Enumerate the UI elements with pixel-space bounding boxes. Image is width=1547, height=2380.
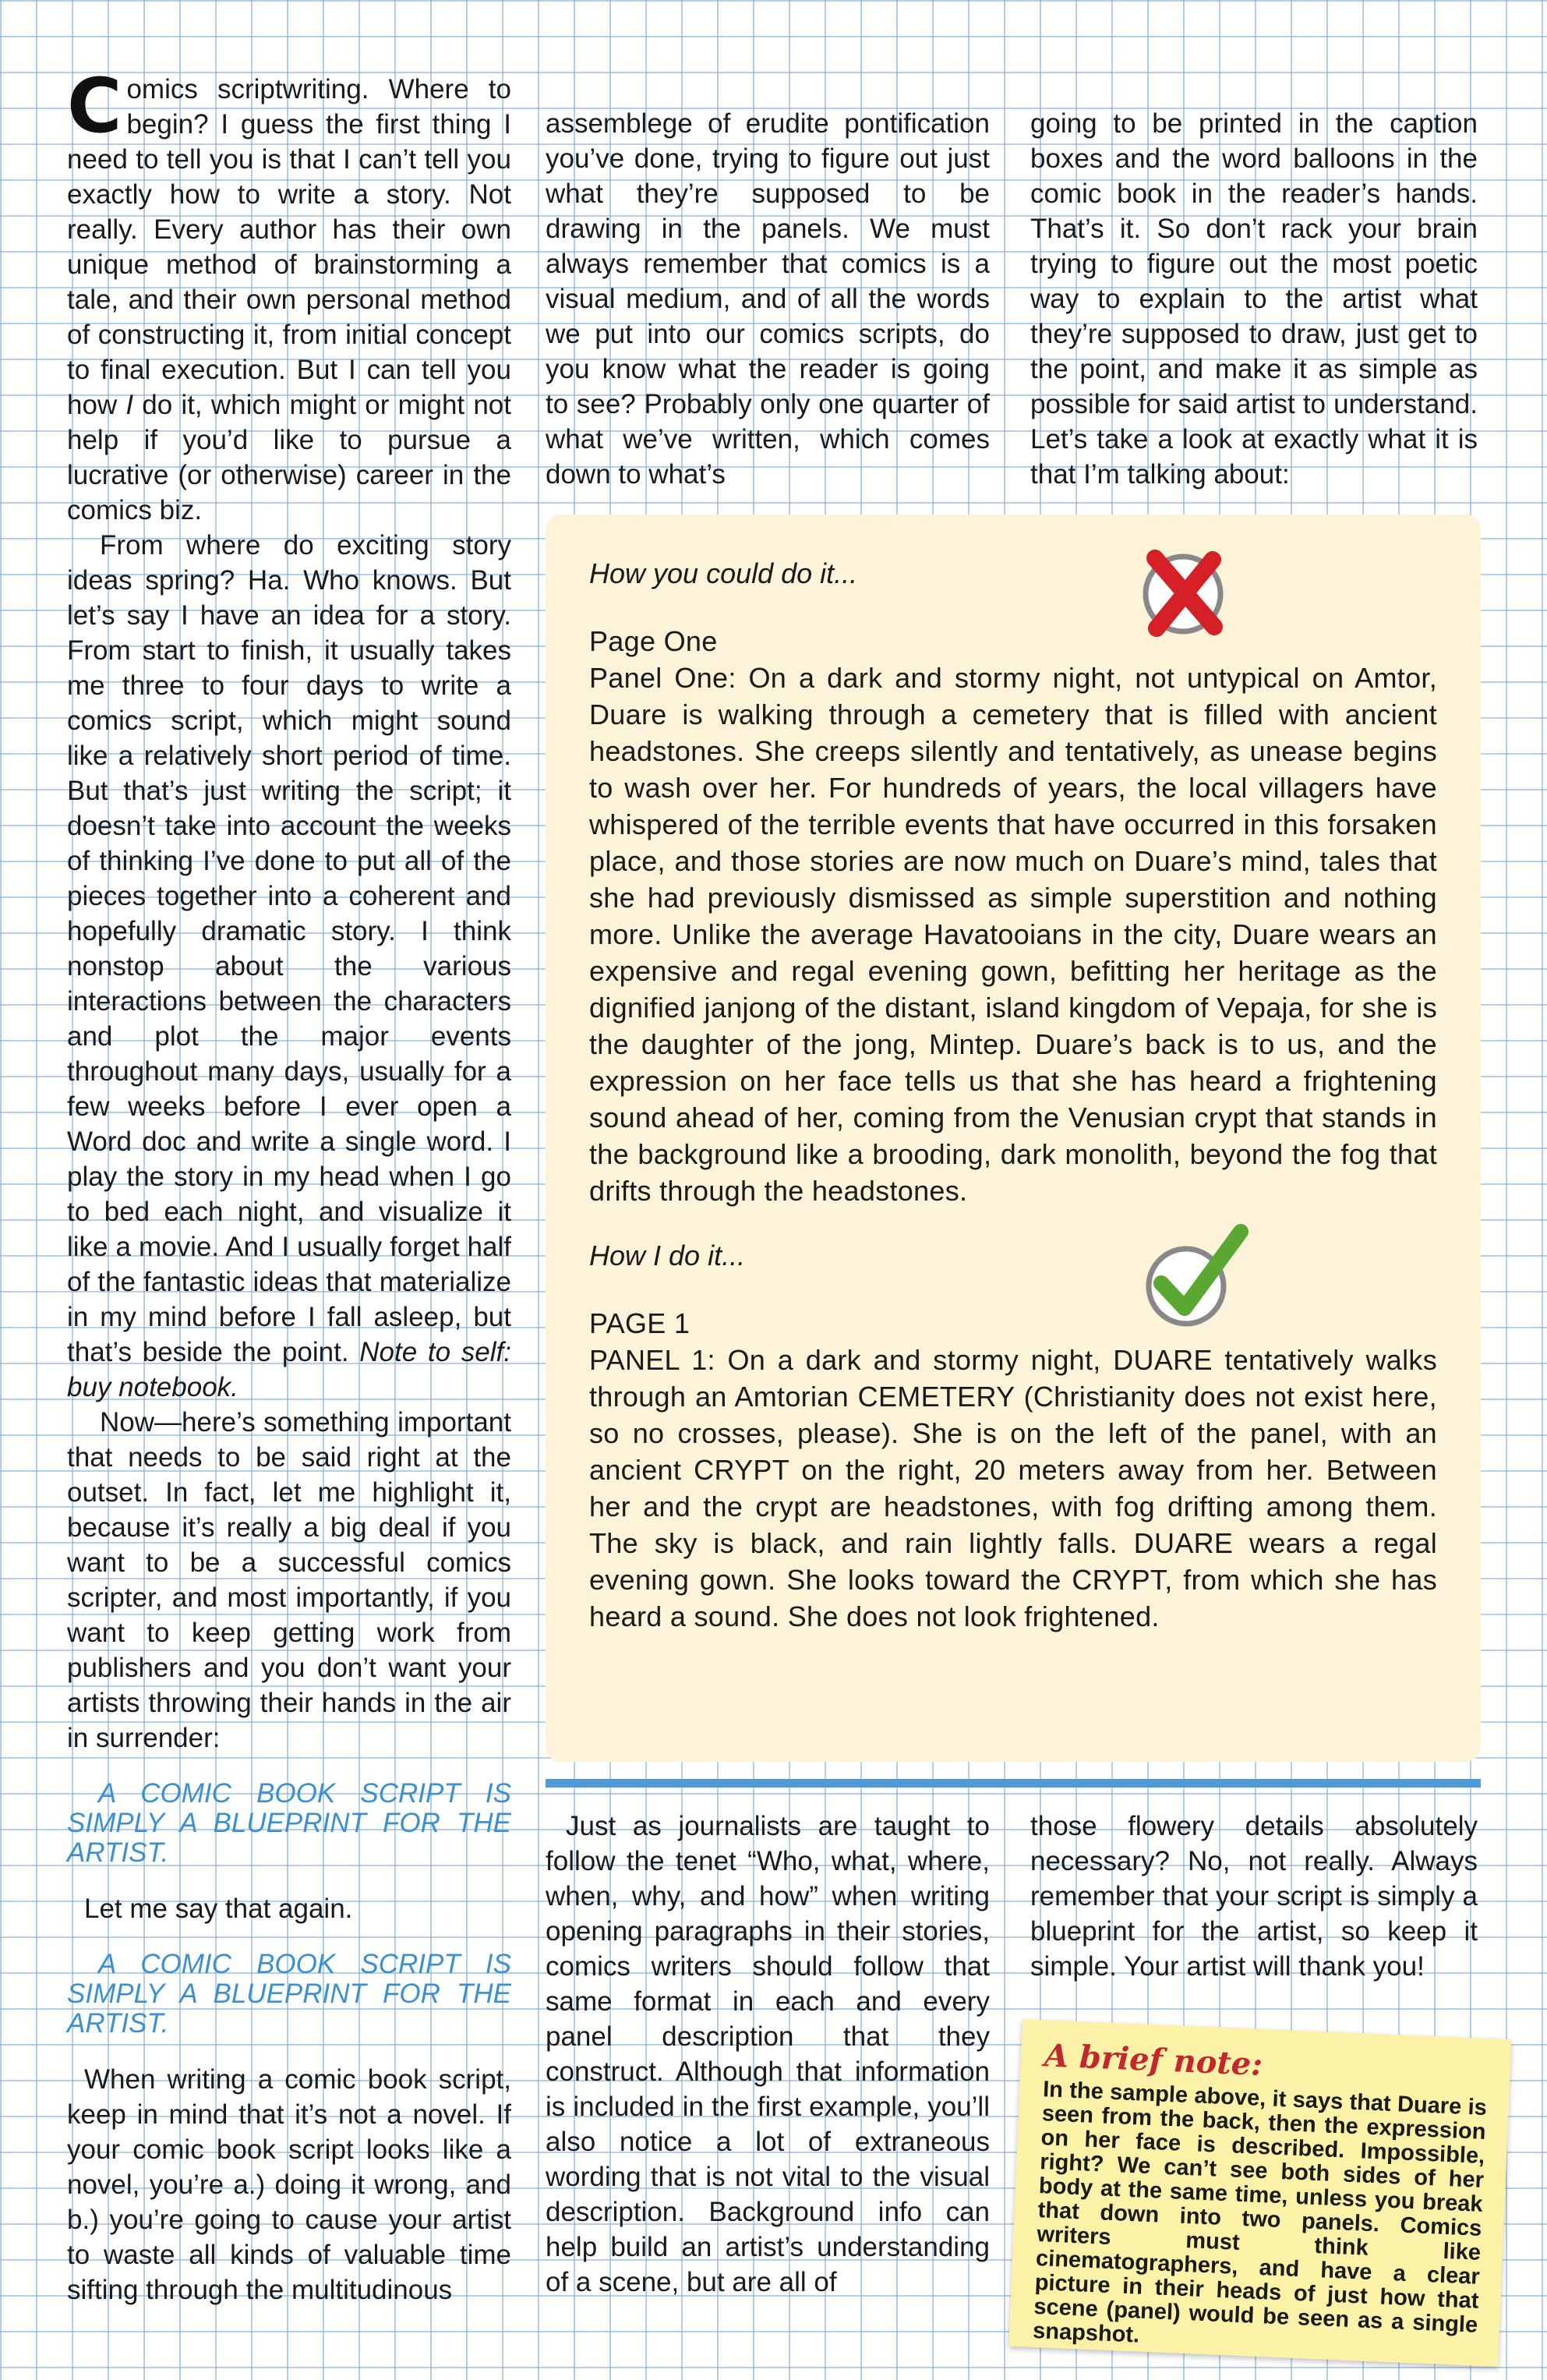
bad-example-text: Panel One: On a dark and stormy night, not untypical on Amtor, Duare is walking through a cemetery that is filled with ancient headstones. She creeps silently and tentatively, as unease begins to wash over her. For hundreds of years, the local villagers have whispered of the terrible events that have occurred in this forsaken place, and those stories are now much on Duare’s mind, tales that she had previously dismissed as simple superstition and nothing more. Unlike the average Havatooians in the city, Duare wears an expensive and regal evening gown, befitting her heritage as the dignified janjong of the distant, island kingdom of Vepaja, for she is the daughter of the jong, Mintep. Duare’s back is to us, and the expression on her face tells us that she has heard a frightening sound ahead of her, coming from the Venusian crypt that stands in the background like a brooding, dark monolith, beyond the fog that drifts through the headstones. <box>589 662 1437 1207</box>
note-body: In the sample above, it says that Duare is seen from the back, then the expression on her face is described. Impossible, right? We can’t see both sides of her body at the same time, unless you break that down into two panels. Comics writers must think like cinematographers, and have a clear picture in their heads of just how that scene (panel) would be seen as a single snapshot. <box>1032 2077 1488 2348</box>
bad-example-page: Page One <box>589 625 718 657</box>
paragraph-col3: going to be printed in the caption boxes and the word balloons in the comic book in the reader’s hands. That’s it. So don’t rack your brain trying to figure out the most poetic way to explain to the artist what they’re supposed to draw, just get to the point, and make it as simple as possible for said artist to understand. Let’s take a look at exactly what it is that I’m talking about: <box>1030 108 1478 490</box>
story-ideas-text: From where do exciting story ideas spring? Ha. Who knows. But let’s say I have an idea for a story. From start to finish, it usually takes me three to four days to write a comics script, which might sound like a relatively short period of time. But that’s just writing the script; it doesn’t take into account the weeks of thinking I’ve done to put all of the pieces together into a coherent and hopefully dramatic story. I think nonstop about the various interactions between the characters and plot the major events throughout many days, usually for a few weeks before I ever open a Word doc and write a single word. I play the story in my head when I go to bed each night, and visualize it like a movie. And I usually forget half of the fantastic ideas that materialize in my mind before I fall asleep, but that’s beside the point. <box>67 530 511 1367</box>
intro-text: omics scriptwriting. Where to begin? I guess the first thing I need to tell you is that I can’t tell you exactly how to write a story. Not really. Every author has their own unique method of brainstorming a tale, and their own personal method of constructing it, from initial concept to final execution. But I can tell you how <box>67 74 511 420</box>
drop-cap: C <box>67 62 122 150</box>
paragraph-highlight: Now—here’s something important that needs to be said right at the outset. In fact, let me highlight it, because it’s really a big deal if you want to be a successful comics scripter, and most importantly, if you want to keep getting work from publishers and you don’t want your artists throwing their hands in the air in surrender: <box>67 1407 511 1753</box>
brief-note-sticky <box>1008 2019 1511 2367</box>
bad-example-heading: How you could do it... <box>589 557 858 589</box>
good-example-page: PAGE 1 <box>589 1307 690 1339</box>
intro-emphasis: I <box>125 390 134 420</box>
script-sample-box <box>546 515 1481 1762</box>
paragraph-journalists: Just as journalists are taught to follow the tenet “Who, what, where, when, why, and how” when writing opening paragraphs in their stories, comics writers should follow that same format in each and every panel description that they construct. Although that information is included in the first example, you’ll also notice a lot of extraneous wording that is not vital to the visual description. Background info can help build an artist’s understanding of a scene, but are all of <box>546 1811 990 2297</box>
good-example-text: PANEL 1: On a dark and stormy night, DUARE tentatively walks through an Amtorian CEMETERY (Christianity does not exist here, so no crosses, please). She is on the left of the panel, with an ancient CRYPT on the right, 20 meters away from her. Between her and the crypt are headstones, with fog drifting among them. The sky is black, and rain lightly falls. DUARE wears a regal evening gown. She looks toward the CRYPT, from which she has heard a sound. She does not look frightened. <box>589 1344 1437 1632</box>
article-column-2 <box>546 106 990 492</box>
article-column-2-bottom <box>546 1809 990 2300</box>
x-mark-icon <box>1138 544 1231 638</box>
good-example-heading: How I do it... <box>589 1240 746 1271</box>
note-title: A brief note: <box>1044 2037 1264 2083</box>
paragraph-flowery-details: those flowery details absolutely necessary? No, not really. Always remember that your script is simply a blueprint for the artist, so keep it simple. Your artist will thank you! <box>1030 1811 1478 1982</box>
pull-quote-1: A COMIC BOOK SCRIPT IS SIMPLY A BLUEPRINT FOR THE ARTIST. <box>67 1778 511 1868</box>
paragraph-not-a-novel: When writing a comic book script, keep in mind that it’s not a novel. If your comic book script looks like a novel, you’re a.) doing it wrong, and b.) you’re going to cause your artist to waste all kinds of valuable time sifting through the multitudinous <box>67 2064 511 2305</box>
paragraph-say-again: Let me say that again. <box>84 1894 353 1924</box>
intro-paragraph <box>67 62 511 528</box>
article-column-3 <box>1030 106 1478 492</box>
paragraph-col2: assemblege of erudite pontification you’ve done, trying to figure out just what they’re supposed to be drawing in the panels. We must always remember that comics is a visual medium, and of all the words we put into our comics scripts, do you know what the reader is going to see? Probably only one quarter of what we’ve written, which comes down to what’s <box>546 108 990 490</box>
checkmark-icon <box>1138 1216 1255 1333</box>
paragraph-story-ideas <box>67 528 511 1405</box>
article-column-1 <box>67 62 511 2308</box>
section-divider <box>546 1779 1481 1788</box>
notebook-aside: Note to self: buy notebook. <box>67 1337 511 1402</box>
article-column-3-bottom <box>1030 1809 1478 1984</box>
intro-text-end: do it, which might or might not help if you’d like to pursue a lucrative (or otherwise) career in the comics biz. <box>67 390 511 525</box>
pull-quote-2: A COMIC BOOK SCRIPT IS SIMPLY A BLUEPRINT FOR THE ARTIST. <box>67 1949 511 2039</box>
